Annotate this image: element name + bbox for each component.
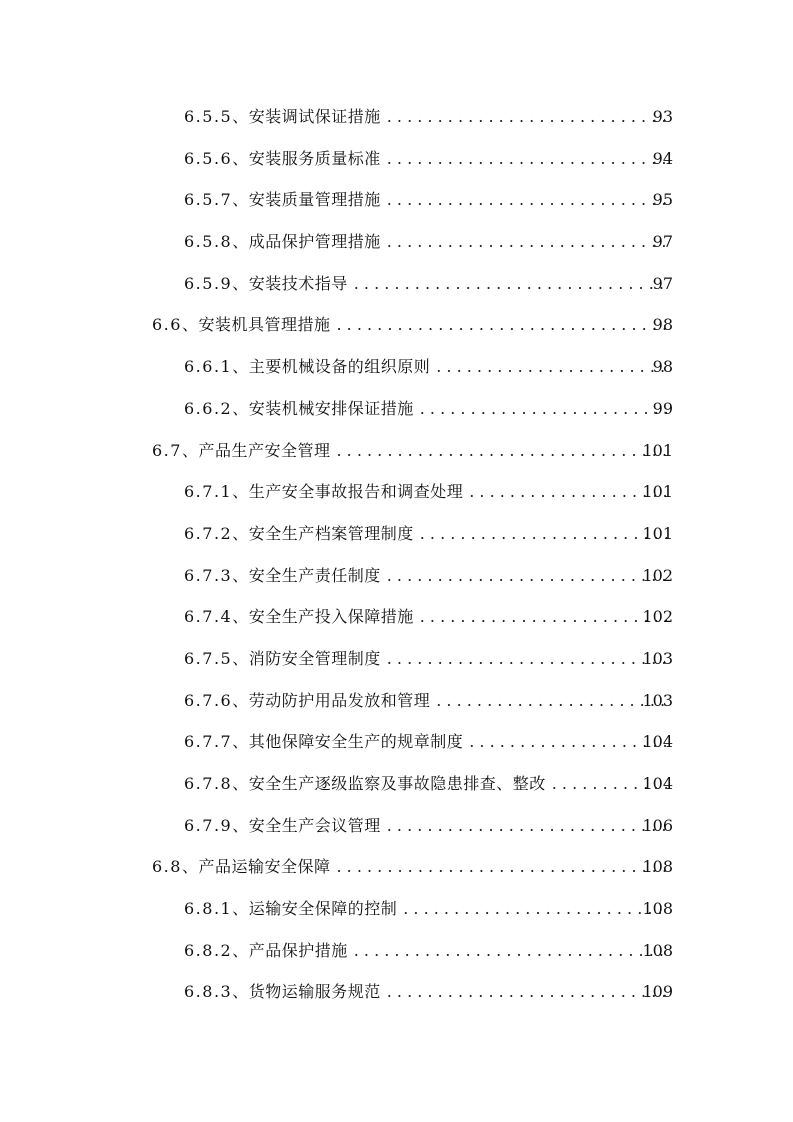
dot-leader <box>387 221 667 263</box>
toc-entry-text <box>184 638 673 680</box>
toc-entry-number: 6.6.2 <box>184 398 233 418</box>
toc-entry-number: 6.7.5 <box>184 648 233 668</box>
toc-entry-title: 、安装机械安排保证措施 <box>232 398 414 418</box>
toc-entry-number: 6.5.9 <box>184 273 233 293</box>
toc-entry-6-7-4[interactable] <box>0 596 793 638</box>
toc-entry-title: 、安装技术指导 <box>232 273 348 293</box>
toc-entry-title: 、产品保护措施 <box>232 940 348 960</box>
toc-entry-title: 、安全生产会议管理 <box>232 815 381 835</box>
dot-leader <box>387 138 667 180</box>
toc-entry-text <box>184 96 673 138</box>
dot-leader <box>336 304 667 346</box>
toc-entry-page: 98 <box>652 357 673 377</box>
toc-entry-6-6[interactable] <box>0 304 793 346</box>
dot-leader <box>336 846 667 888</box>
dot-leader <box>354 263 667 305</box>
toc-entry-6-7-3[interactable] <box>0 555 793 597</box>
toc-entry-number: 6.8.1 <box>184 899 233 919</box>
dot-leader <box>354 930 667 972</box>
toc-entry-page: 102 <box>642 607 673 627</box>
toc-entry-page: 95 <box>652 190 673 210</box>
toc-entry-title: 、产品运输安全保障 <box>181 857 331 877</box>
toc-entry-text <box>184 221 673 263</box>
toc-entry-page: 101 <box>642 482 673 502</box>
toc-entry-text <box>184 805 673 847</box>
toc-entry-text <box>184 138 673 180</box>
toc-entry-6-6-2[interactable] <box>0 388 793 430</box>
toc-entry-page: 106 <box>642 815 673 835</box>
toc-entry-number: 6.5.6 <box>184 148 233 168</box>
dot-leader <box>387 96 667 138</box>
toc-entry-title: 、安全生产逐级监察及事故隐患排查、整改 <box>232 774 546 793</box>
toc-entry-6-7-8[interactable] <box>0 763 793 805</box>
dot-leader <box>387 971 667 1013</box>
toc-entry-6-6-1[interactable] <box>0 346 793 388</box>
toc-entry-page: 108 <box>642 899 673 919</box>
toc-entry-number: 6.7.4 <box>184 607 233 627</box>
toc-entry-number: 6.5.5 <box>184 107 233 126</box>
dot-leader <box>436 346 667 388</box>
toc-entry-text <box>184 346 673 388</box>
dot-leader <box>469 471 667 513</box>
toc-entry-number: 6.8.2 <box>184 940 233 960</box>
toc-entry-number: 6.7.9 <box>184 815 233 835</box>
toc-entry-number: 6.7.2 <box>184 523 233 543</box>
toc-entry-6-5-9[interactable] <box>0 263 793 305</box>
dot-leader <box>420 388 667 430</box>
toc-entry-title: 、成品保护管理措施 <box>232 232 381 252</box>
toc-entry-text <box>152 846 673 888</box>
toc-entry-number: 6.7.7 <box>184 732 233 752</box>
toc-entry-title: 、生产安全事故报告和调查处理 <box>232 482 464 502</box>
dot-leader <box>387 805 667 847</box>
dot-leader <box>387 179 667 221</box>
toc-entry-6-7-7[interactable] <box>0 721 793 763</box>
toc-entry-6-5-8[interactable] <box>0 221 793 263</box>
toc-entry-text <box>184 513 673 555</box>
dot-leader <box>420 513 667 555</box>
toc-entry-page: 98 <box>652 315 673 335</box>
toc-entry-page: 104 <box>642 732 673 752</box>
toc-entry-text <box>184 971 673 1013</box>
toc-entry-title: 、产品生产安全管理 <box>181 440 331 460</box>
toc-entry-text <box>184 763 673 805</box>
toc-entry-page: 93 <box>652 107 673 126</box>
toc-entry-number: 6.7 <box>152 440 182 460</box>
toc-entry-6-7-6[interactable] <box>0 680 793 722</box>
toc-entry-6-8-1[interactable] <box>0 888 793 930</box>
toc-entry-number: 6.7.6 <box>184 690 233 710</box>
toc-entry-text <box>184 471 673 513</box>
toc-entry-title: 、主要机械设备的组织原则 <box>232 357 431 377</box>
toc-entry-6-5-7[interactable] <box>0 179 793 221</box>
toc-entry-6-8-3[interactable] <box>0 971 793 1013</box>
dot-leader <box>387 638 667 680</box>
toc-entry-number: 6.7.8 <box>184 774 233 793</box>
toc-entry-title: 、安全生产档案管理制度 <box>232 523 414 543</box>
toc-entry-title: 、消防安全管理制度 <box>232 648 381 668</box>
dot-leader <box>403 888 667 930</box>
toc-entry-title: 、劳动防护用品发放和管理 <box>232 690 431 710</box>
toc-entry-text <box>184 721 673 763</box>
toc-entry-number: 6.7.1 <box>184 482 233 502</box>
toc-entry-text <box>184 263 673 305</box>
toc-entry-page: 108 <box>642 940 673 960</box>
toc-entry-6-7-5[interactable] <box>0 638 793 680</box>
toc-entry-text <box>184 388 673 430</box>
toc-entry-page: 101 <box>642 523 673 543</box>
toc-entry-6-7-1[interactable] <box>0 471 793 513</box>
toc-entry-title: 、安全生产投入保障措施 <box>232 607 414 627</box>
toc-entry-page: 97 <box>652 232 673 252</box>
dot-leader <box>469 721 667 763</box>
dot-leader <box>336 430 667 472</box>
toc-entry-6-7-2[interactable] <box>0 513 793 555</box>
toc-entry-text <box>184 596 673 638</box>
toc-entry-6-8-2[interactable] <box>0 930 793 972</box>
toc-entry-6-7-9[interactable] <box>0 805 793 847</box>
dot-leader <box>436 680 667 722</box>
toc-entry-page: 94 <box>652 148 673 168</box>
toc-entry-text <box>152 430 673 472</box>
toc-entry-page: 102 <box>642 565 673 585</box>
toc-entry-number: 6.5.7 <box>184 190 233 210</box>
toc-entry-6-8[interactable] <box>0 846 793 888</box>
toc-entry-page: 103 <box>642 690 673 710</box>
toc-entry-number: 6.8.3 <box>184 982 233 1002</box>
toc-entry-page: 109 <box>642 982 673 1002</box>
dot-leader <box>387 555 667 597</box>
toc-entry-title: 、安装机具管理措施 <box>181 315 331 335</box>
toc-entry-text <box>184 888 673 930</box>
toc-entry-text <box>152 304 673 346</box>
toc-entry-page: 103 <box>642 648 673 668</box>
toc-entry-page: 101 <box>642 440 673 460</box>
toc-entry-number: 6.5.8 <box>184 232 233 252</box>
toc-entry-title: 、货物运输服务规范 <box>232 982 381 1002</box>
toc-entry-title: 、安装调试保证措施 <box>232 107 381 126</box>
toc-entry-text <box>184 680 673 722</box>
toc-entry-text <box>184 179 673 221</box>
toc-entry-number: 6.6.1 <box>184 357 233 377</box>
toc-entry-title: 、安装服务质量标准 <box>232 148 381 168</box>
toc-entry-6-7[interactable] <box>0 430 793 472</box>
toc-entry-6-5-6[interactable] <box>0 138 793 180</box>
toc-entry-title: 、运输安全保障的控制 <box>232 899 398 919</box>
toc-entry-title: 、安全生产责任制度 <box>232 565 381 585</box>
toc-entry-page: 104 <box>642 774 673 793</box>
toc-entry-page: 108 <box>642 857 673 877</box>
toc-entry-page: 99 <box>652 398 673 418</box>
toc-entry-text <box>184 555 673 597</box>
toc-entry-page: 97 <box>652 273 673 293</box>
dot-leader <box>420 596 667 638</box>
table-of-contents <box>0 96 793 1013</box>
toc-entry-title: 、其他保障安全生产的规章制度 <box>232 732 464 752</box>
toc-entry-title: 、安装质量管理措施 <box>232 190 381 210</box>
toc-entry-6-5-5[interactable] <box>0 96 793 138</box>
toc-entry-number: 6.6 <box>152 315 182 335</box>
toc-entry-number: 6.7.3 <box>184 565 233 585</box>
toc-entry-text <box>184 930 673 972</box>
toc-entry-number: 6.8 <box>152 857 182 877</box>
